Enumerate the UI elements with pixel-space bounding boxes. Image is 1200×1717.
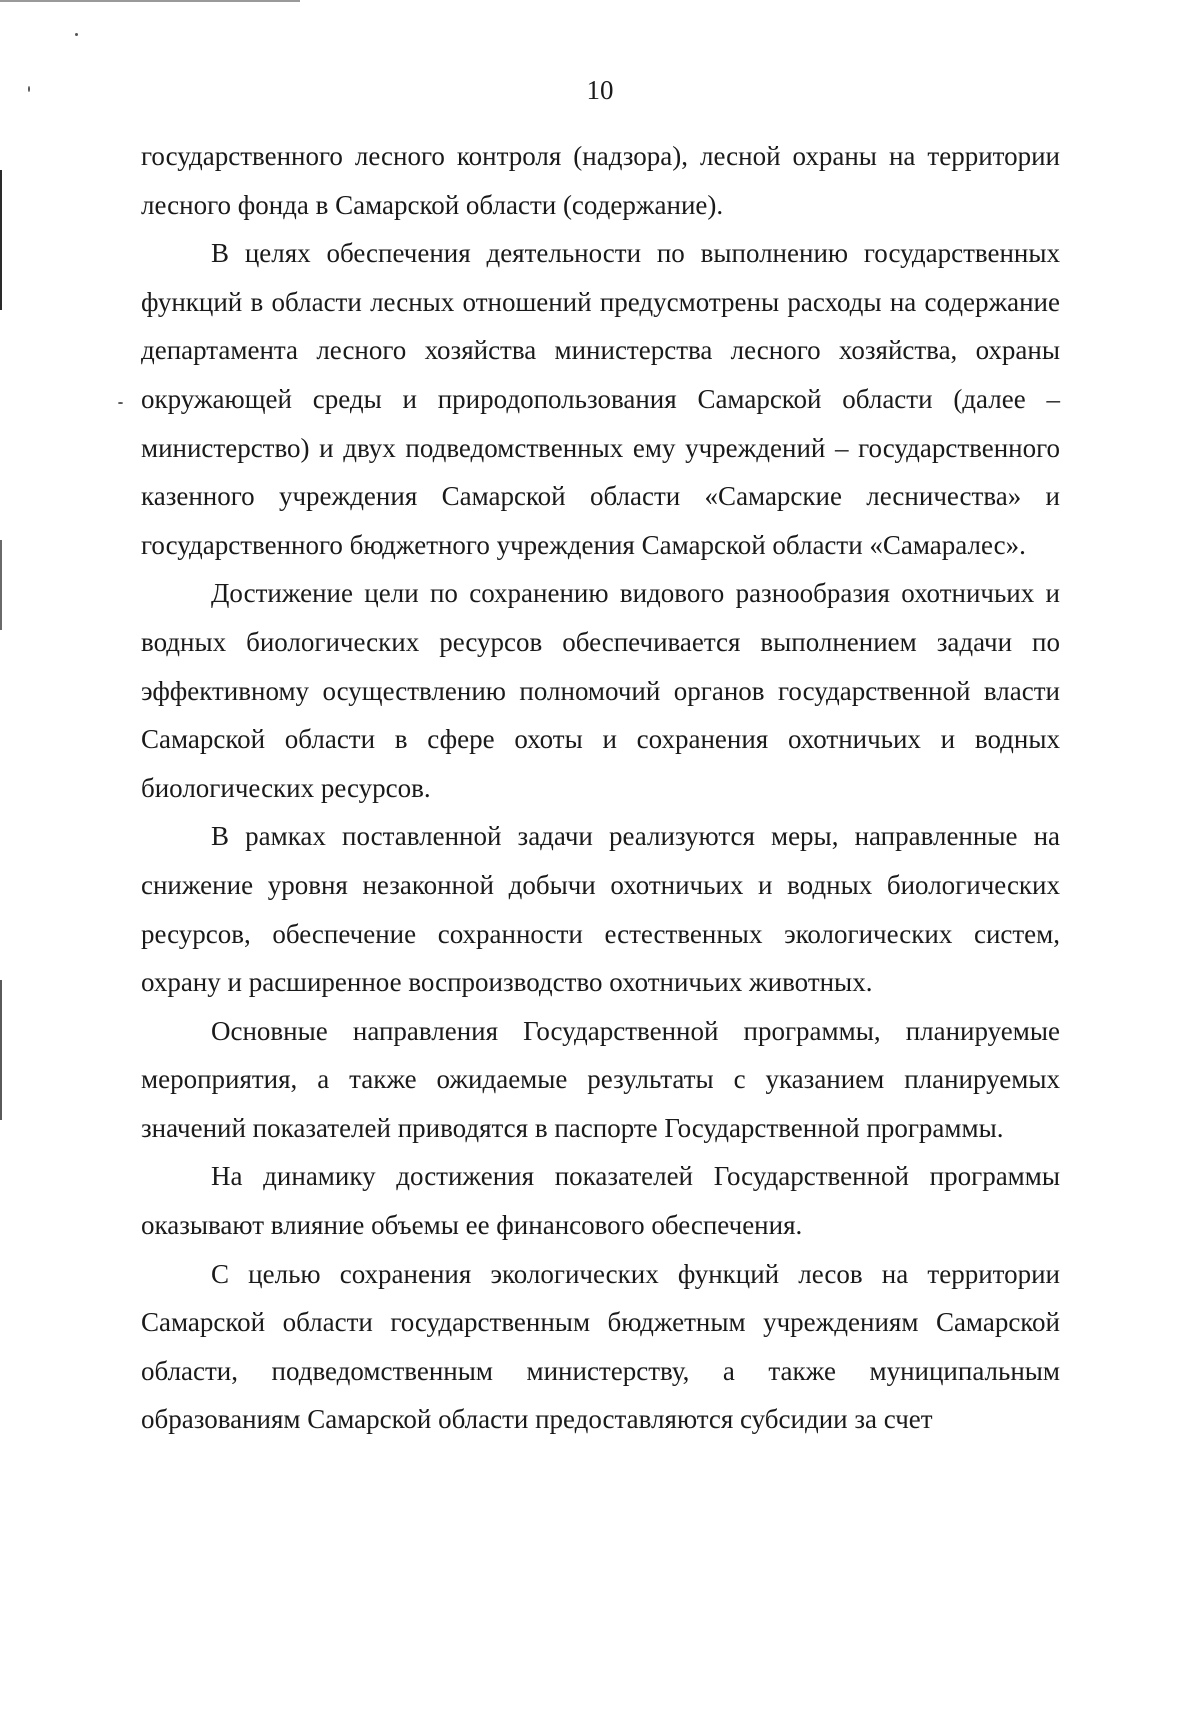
scan-left-edge-mark bbox=[0, 170, 2, 310]
paragraph-2: В целях обеспечения деятельности по выполнению государственных функций в области лесных отношений предусмотрены расходы на содержание департамента лесного хозяйства министерства лесного хозяйства, охраны окружающей среды и природопользования Самарской области (далее – министерство) и двух подведомственных ему учреждений – государственного казенного учреждения Самарской области «Самарские лесничества» и государственного бюджетного учреждения Самарской области «Самаралес». bbox=[141, 238, 1060, 560]
paragraph-4: В рамках поставленной задачи реализуются меры, направленные на снижение уровня незаконной добычи охотничьих и водных биологических ресурсов, обеспечение сохранности естественных экологических систем, охрану и расширенное воспроизводство охотничьих животных. bbox=[141, 821, 1060, 998]
scan-top-edge bbox=[0, 0, 300, 2]
scan-speck bbox=[75, 33, 78, 36]
paragraph-1: государственного лесного контроля (надзора), лесной охраны на территории лесного фонда в Самарской области (содержание). bbox=[141, 141, 1060, 220]
paragraph-6: На динамику достижения показателей Государственной программы оказывают влияние объемы ее финансового обеспечения. bbox=[141, 1161, 1060, 1241]
paragraph-7: С целью сохранения экологических функций лесов на территории Самарской области государственным бюджетным учреждениям Самарской области, подведомственным министерству, а также муниципальным образованиям Самарской области предоставляются субсидии за счет bbox=[141, 1258, 1060, 1435]
document-body bbox=[141, 132, 1060, 1444]
scan-left-edge-mark bbox=[0, 980, 2, 1120]
paragraph-3: Достижение цели по сохранению видового разнообразия охотничьих и водных биологических ресурсов обеспечивается выполнением задачи по эффективному осуществлению полномочий органов государственной власти Самарской области в сфере охоты и сохранения охотничьих и водных биологических ресурсов. bbox=[141, 578, 1060, 803]
paragraph-5: Основные направления Государственной программы, планируемые мероприятия, а также ожидаемые результаты с указанием планируемых значений показателей приводятся в паспорте Государственной программы. bbox=[141, 1015, 1060, 1143]
scan-left-edge-mark bbox=[0, 540, 2, 630]
scan-speck bbox=[118, 402, 123, 404]
page-number: 10 bbox=[586, 75, 614, 105]
